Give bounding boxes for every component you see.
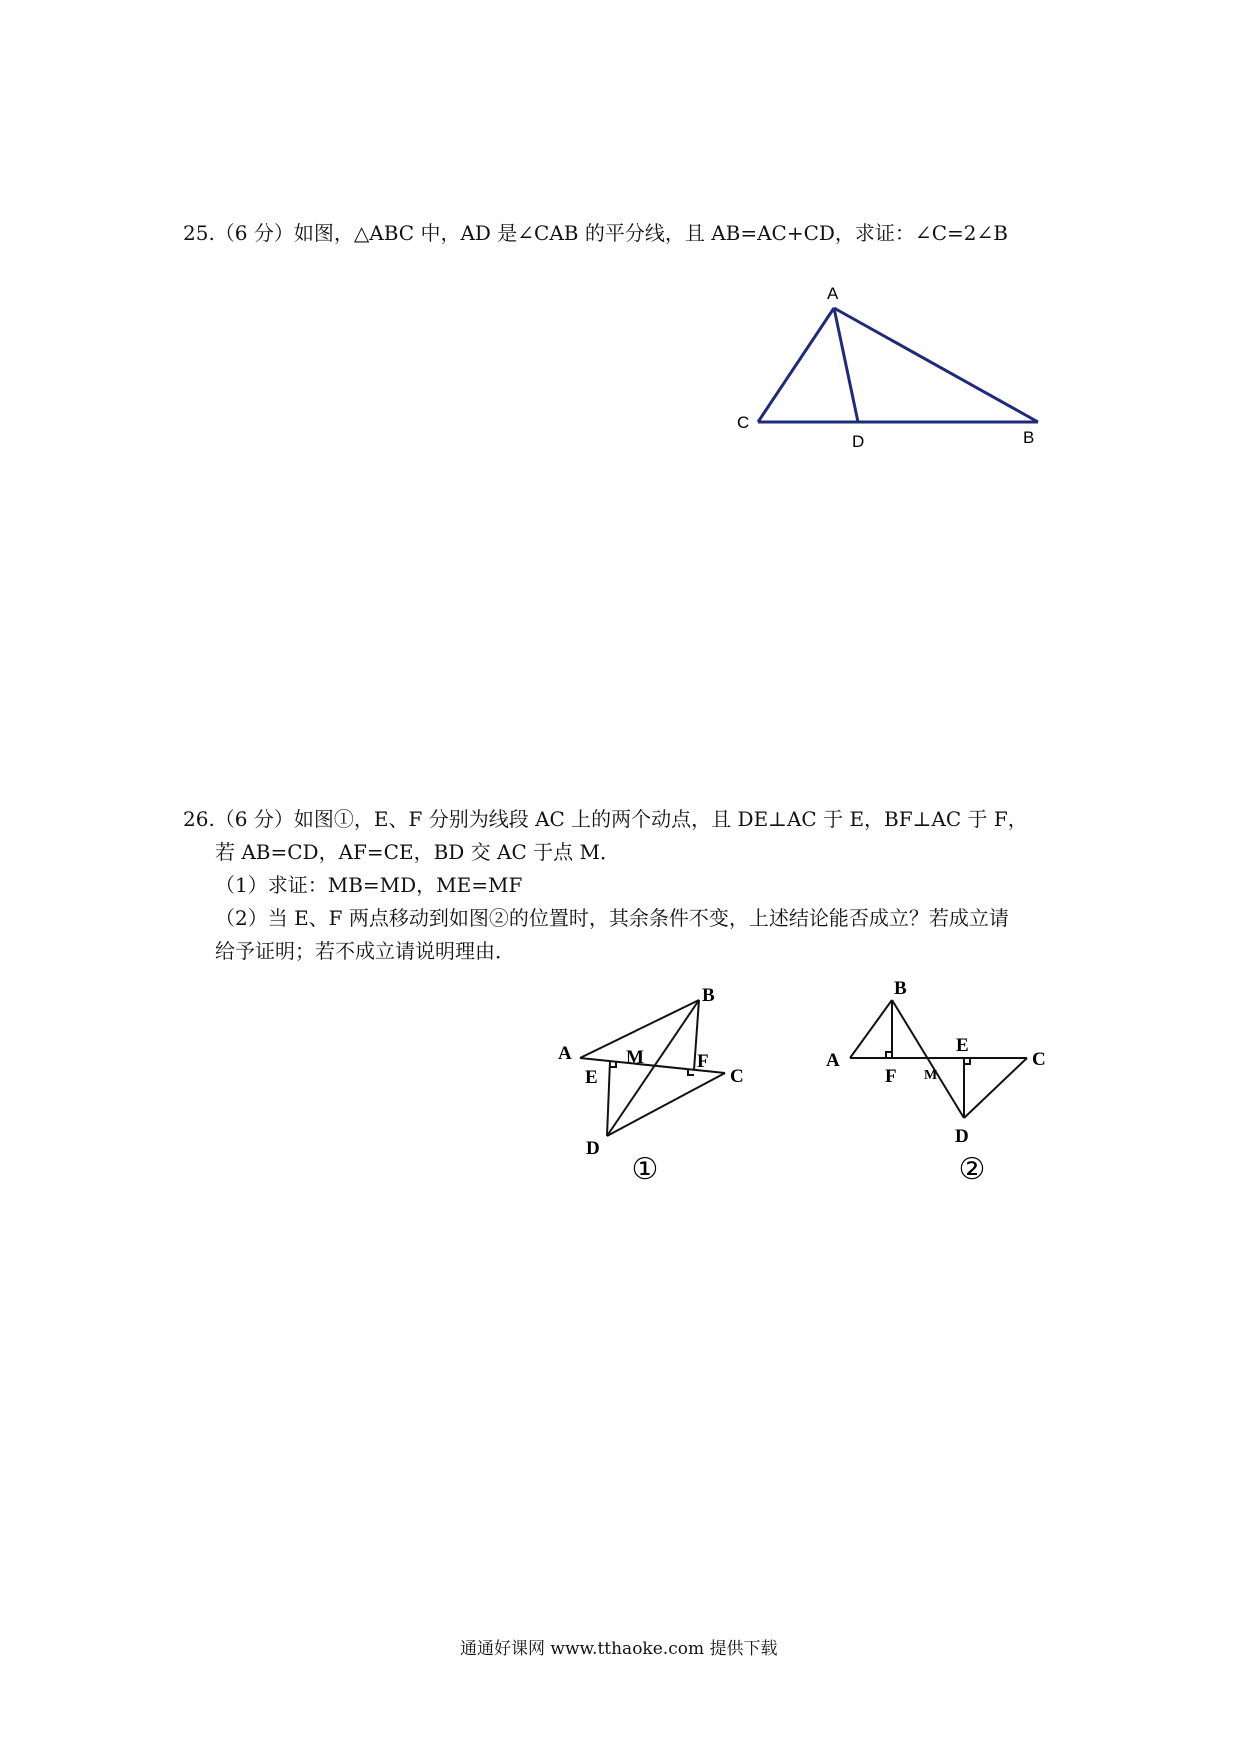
q26-line3: （1）求证：MB=MD，ME=MF bbox=[215, 873, 523, 897]
seg-AB bbox=[850, 1000, 892, 1058]
label-A: A bbox=[558, 1043, 572, 1064]
q26-line5: 给予证明；若不成立请说明理由． bbox=[215, 939, 515, 963]
label-M: M bbox=[626, 1047, 644, 1068]
seg-AD bbox=[834, 308, 858, 422]
label-D: D bbox=[586, 1138, 600, 1159]
seg-DE bbox=[607, 1061, 610, 1136]
seg-CD bbox=[607, 1073, 725, 1136]
seg-AC bbox=[758, 308, 834, 422]
label-C: C bbox=[730, 1066, 744, 1087]
q26-line1: 26.（6 分）如图①，E、F 分别为线段 AC 上的两个动点，且 DE⊥AC 于 E，BF⊥AC 于 F， bbox=[183, 807, 1028, 831]
caption-1: ① bbox=[631, 1153, 659, 1186]
label-B: B bbox=[894, 978, 907, 999]
footer: 通通好课网 www.tthaoke.com 提供下载 bbox=[460, 1639, 778, 1659]
q26-figure-1 bbox=[550, 970, 780, 1190]
label-D: D bbox=[955, 1126, 969, 1147]
label-F: F bbox=[697, 1051, 709, 1072]
q26-figure-2 bbox=[810, 970, 1060, 1190]
label-A: A bbox=[827, 284, 839, 303]
q26-line4: （2）当 E、F 两点移动到如图②的位置时，其余条件不变，上述结论能否成立？若成立请 bbox=[215, 906, 1009, 930]
q26-line2: 若 AB=CD，AF=CE，BD 交 AC 于点 M． bbox=[215, 840, 620, 864]
label-E: E bbox=[585, 1067, 598, 1088]
label-C: C bbox=[1032, 1049, 1046, 1070]
label-A: A bbox=[826, 1050, 840, 1071]
label-B: B bbox=[1023, 428, 1035, 447]
label-F: F bbox=[885, 1066, 897, 1087]
seg-AB bbox=[834, 308, 1038, 422]
label-E: E bbox=[956, 1035, 969, 1056]
label-M: M bbox=[924, 1068, 938, 1083]
label-C: C bbox=[737, 413, 750, 432]
q25-figure bbox=[720, 275, 1060, 460]
caption-2: ② bbox=[958, 1153, 986, 1186]
label-B: B bbox=[702, 985, 715, 1006]
label-D: D bbox=[852, 432, 865, 451]
q25-text: 25.（6 分）如图，△ABC 中，AD 是∠CAB 的平分线，且 AB=AC+CD，求证：∠C=2∠B bbox=[183, 221, 1008, 245]
seg-CD bbox=[964, 1058, 1027, 1118]
